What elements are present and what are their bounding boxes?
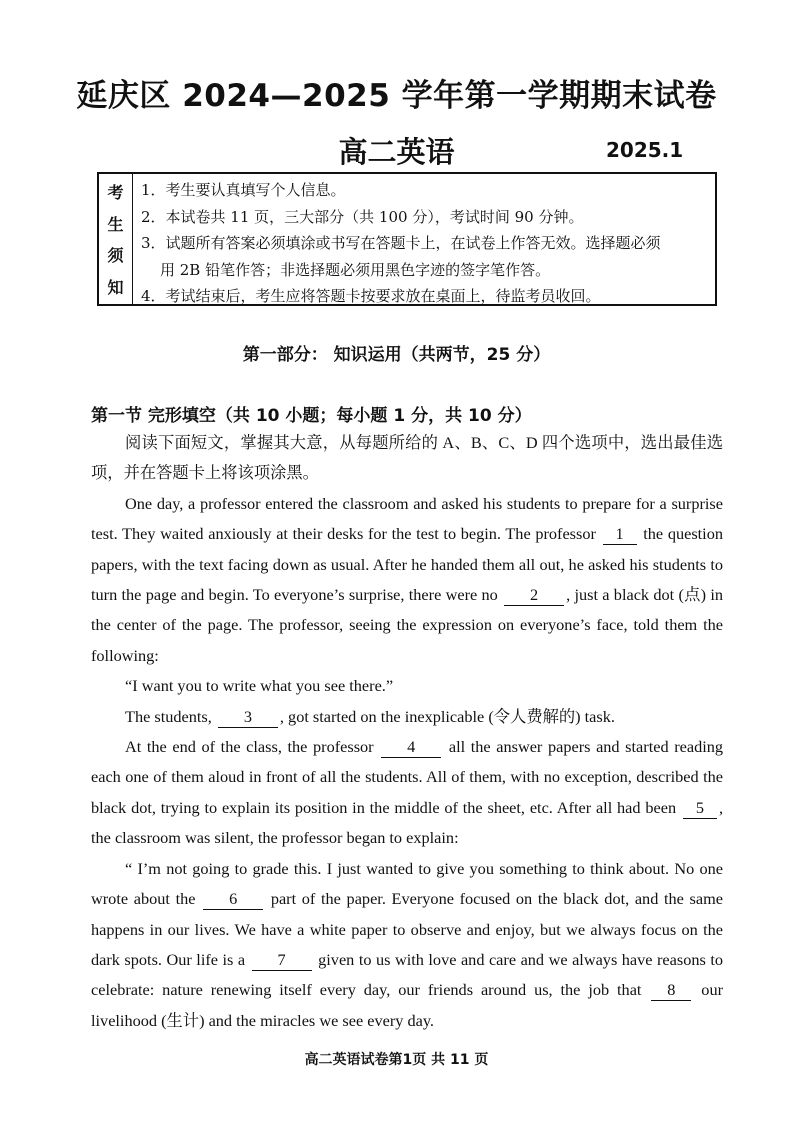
- notice-item: 3．试题所有答案必须填涂或书写在答题卡上，在试卷上作答无效。选择题必须: [141, 234, 661, 252]
- page-footer: 高二英语试卷第1页 共 11 页: [304, 1052, 489, 1068]
- paragraph-1: One day, a professor entered the classroom and asked his students to prepare for a surprise test. They waited anxiously at their desks for the test to begin. The professor 1 the question papers, with the text facing down as usual. After he handed them all out, he asked his students to turn the page and begin. To everyone’s surprise, there were no 2 , just a black dot (点) in the center of the page. The professor, seeing the expression on everyone’s face, told them the following:: [91, 493, 723, 665]
- notice-item: 用 2B 铅笔作答；非选择题必须用黑色字迹的签字笔作答。: [160, 260, 551, 279]
- notice-item: 4．考试结束后，考生应将答题卡按要求放在桌面上，待监考员收回。: [141, 287, 601, 305]
- notice-label-char: 知: [107, 277, 124, 297]
- exam-date: 2025.1: [606, 138, 684, 162]
- blank-2: 2: [504, 586, 564, 606]
- blank-6: 6: [203, 890, 263, 910]
- blank-5: 5: [683, 799, 717, 819]
- notice-items: [133, 174, 715, 304]
- paragraph-3: The students, 3 , got started on the inexplicable (令人费解的) task.: [125, 706, 615, 726]
- blank-3: 3: [218, 708, 278, 728]
- blank-8: 8: [651, 981, 691, 1001]
- blank-4: 4: [381, 738, 441, 758]
- notice-label: [99, 174, 133, 304]
- paragraph-4: At the end of the class, the professor 4 all the answer papers and started reading each one of them aloud in front of all the students. All of them, with no exception, described the black dot, trying to explain its position in the middle of the sheet, etc. After all had been 5 , the classroom was silent, the professor began to explain:: [91, 737, 724, 848]
- blank-7: 7: [252, 951, 312, 971]
- part-heading: 第一部分： 知识运用（共两节，25 分）: [242, 345, 551, 365]
- exam-subject: 高二英语: [338, 135, 455, 169]
- paragraph-5: “ I’m not going to grade this. I just wanted to give you something to think about. No one wrote about the 6 part of the paper. Everyone focused on the black dot, and the same happens in our lives. We have a white paper to observe and enjoy, but we always focus on the dark spots. Our life is a 7 given to us with love and care and we always have reasons to celebrate: nature renewing itself every day, our friends around us, the job that 8 our livelihood (生计) and the miracles we see every day.: [91, 858, 724, 1030]
- exam-title: 延庆区 2024—2025 学年第一学期期末试卷: [76, 78, 717, 114]
- notice-label-char: 生: [107, 214, 124, 234]
- section-heading: 第一节 完形填空（共 10 小题；每小题 1 分，共 10 分）: [91, 406, 532, 426]
- notice-item: 2．本试卷共 11 页，三大部分（共 100 分），考试时间 90 分钟。: [141, 207, 584, 226]
- notice-item: 1．考生要认真填写个人信息。: [141, 181, 346, 199]
- blank-1: 1: [603, 525, 637, 545]
- candidate-notice-box: [97, 172, 717, 306]
- notice-label-char: 考: [107, 183, 124, 203]
- cloze-passage: [91, 428, 723, 1036]
- instructions: 阅读下面短文，掌握其大意，从每题所给的 A、B、C、D 四个选项中，选出最佳选项，并在答题卡上将该项涂黑。: [91, 433, 723, 483]
- paragraph-2: “I want you to write what you see there.”: [125, 676, 394, 696]
- notice-label-char: 须: [107, 246, 124, 266]
